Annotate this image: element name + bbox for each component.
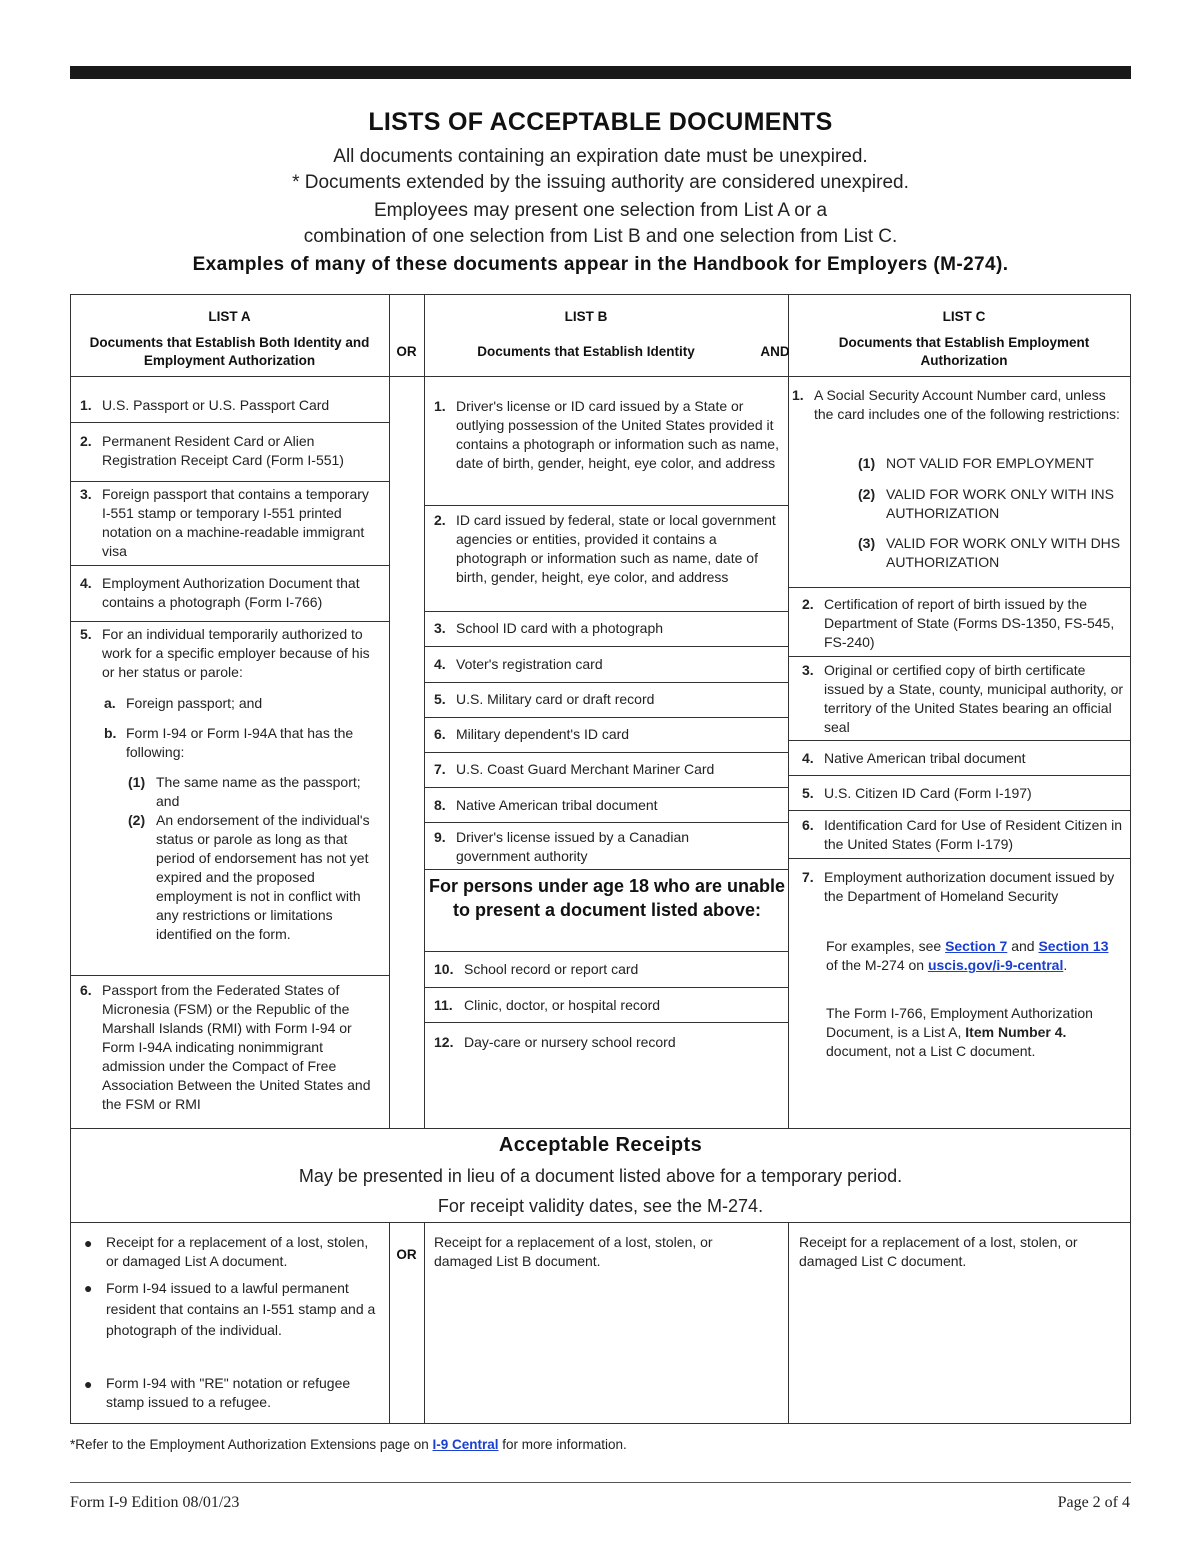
receipts-line-2: For receipt validity dates, see the M-274. [437,1196,764,1216]
row-divider [424,752,788,753]
row-divider [788,810,1131,811]
receipt-list-b: Receipt for a replacement of a lost, stolen, or damaged List B document. [434,1234,713,1269]
receipt-list-a-item: ● Form I-94 issued to a lawful permanent resident that contains an I-551 stamp and a photograph of the individual. [84,1280,376,1338]
list-b-minor-item: 11. Clinic, doctor, or hospital record [434,997,661,1013]
bullet-icon: ● [84,1376,93,1392]
receipt-list-a-item: ● Form I-94 with "RE" notation or refugee stamp issued to a refugee. [84,1375,351,1410]
header-divider [70,376,1131,377]
intro-line-3: Employees may present one selection from List A or a [373,200,828,221]
list-c-item-7-note: The Form I-766, Employment Authorization Document, is a List A, Item Number 4. document, not a List C document. [826,1005,1093,1059]
receipts-header-divider [70,1222,1131,1223]
row-divider [70,975,389,976]
list-c-restriction: (2) VALID FOR WORK ONLY WITH INS AUTHORIZATION [858,486,1114,521]
col-divider-b [788,294,789,1129]
row-divider [788,656,1131,657]
uscis-link[interactable]: uscis.gov/i-9-central [927,957,1064,973]
intro-line-4: combination of one selection from List B and one selection from List C. [303,226,898,247]
row-divider [70,621,389,622]
row-divider [424,646,788,647]
list-a-item: 2. Permanent Resident Card or Alien Registration Receipt Card (Form I-551) [80,433,344,468]
list-b-item: 1. Driver's license or ID card issued by a State or outlying possession of the United States provided it contains a photograph or information such as name, date of birth, gender, height, eye color, and address [434,398,779,471]
row-divider [424,822,788,823]
row-divider [788,740,1131,741]
list-a-header [70,308,389,370]
row-divider [424,682,788,683]
list-c-header [802,308,1126,370]
row-divider [424,611,788,612]
list-a-name: LIST A [208,309,251,324]
receipts-or-label: OR [396,1247,417,1262]
section-13-link[interactable]: Section 13 [1038,938,1109,954]
row-divider [424,505,788,506]
row-divider [788,858,1131,859]
list-b-name: LIST B [564,309,608,324]
row-divider [424,1022,788,1023]
receipt-list-a-item: ● Receipt for a replacement of a lost, stolen, or damaged List A document. [84,1234,369,1269]
under-18-heading: For persons under age 18 who are unable to present a document listed above: [428,876,786,920]
extensions-footnote: *Refer to the Employment Authorization Extensions page on I-9 Central for more information. [70,1437,627,1452]
list-b-item: 4. Voter's registration card [434,656,603,672]
list-a-item: 3. Foreign passport that contains a temporary I-551 stamp or temporary I-551 printed notation on a machine-readable immigrant visa [80,486,369,559]
list-a-item: 1. U.S. Passport or U.S. Passport Card [80,397,330,413]
row-divider [70,422,389,423]
list-a-item: 5. For an individual temporarily authorized to work for a specific employer because of his or her status or parole: [80,626,370,680]
list-c-restriction: (3) VALID FOR WORK ONLY WITH DHS AUTHORIZATION [858,535,1121,570]
intro-line-1: All documents containing an expiration date must be unexpired. [333,146,868,167]
list-a-item-5b1: (1) The same name as the passport; and [128,774,361,809]
footer-rule [70,1482,1131,1483]
receipts-line-1: May be presented in lieu of a document listed above for a temporary period. [298,1166,903,1186]
list-b-minor-item: 10. School record or report card [434,961,639,977]
receipts-title: Acceptable Receipts [498,1134,703,1156]
receipt-list-c: Receipt for a replacement of a lost, stolen, or damaged List C document. [799,1234,1078,1269]
row-divider [70,565,389,566]
receipt-divider-or [424,1222,425,1424]
list-a-item: 4. Employment Authorization Document that contains a photograph (Form I-766) [80,575,360,610]
list-a-desc: Documents that Establish Both Identity and Employment Authorization [89,335,370,368]
list-a-item-5a: a. Foreign passport; and [104,695,263,711]
top-rule [70,66,1131,79]
row-divider [788,587,1131,588]
list-b-item: 2. ID card issued by federal, state or local government agencies or entities, provided it contains a photograph or information such as name, date of birth, gender, height, eye color, and address [434,512,776,585]
list-c-item: 6. Identification Card for Use of Resident Citizen in the United States (Form I-179) [802,817,1123,852]
receipt-divider-b [788,1222,789,1424]
list-c-item: 2. Certification of report of birth issued by the Department of State (Forms DS-1350, FS-545, FS-240) [802,596,1115,650]
list-c-item: 5. U.S. Citizen ID Card (Form I-197) [802,785,1032,801]
list-b-item: 7. U.S. Coast Guard Merchant Mariner Card [434,761,715,777]
list-c-item: 3. Original or certified copy of birth certificate issued by a State, county, municipal authority, or territory of the United States bearing an official seal [802,662,1124,735]
list-b-item: 8. Native American tribal document [434,797,658,813]
section-7-link[interactable]: Section 7 [945,938,1008,954]
list-a-item-5b2: (2) An endorsement of the individual's status or parole as long as that period of endorsement has not yet expired and the proposed employment is not in conflict with any restrictions or limitations identified on the form. [128,812,370,942]
bullet-icon: ● [84,1280,93,1296]
receipts-divider [70,1128,1131,1129]
examples-note: Examples of many of these documents appear in the Handbook for Employers (M-274). [192,254,1009,275]
list-b-item: 9. Driver's license issued by a Canadian government authority [434,829,690,864]
col-divider-a [389,294,390,1129]
list-b-item: 6. Military dependent's ID card [434,726,630,742]
list-a-item-5b: b. Form I-94 or Form I-94A that has the following: [104,725,354,760]
bullet-icon: ● [84,1235,93,1251]
row-divider [424,987,788,988]
list-b-desc: Documents that Establish Identity [477,344,695,359]
list-c-restriction: (1) NOT VALID FOR EMPLOYMENT [858,455,1094,471]
list-c-item-7-examples: For examples, see Section 7 and Section 13 of the M-274 on uscis.gov/i-9-central. [826,938,1109,973]
col-divider-or [424,294,425,1129]
row-divider [788,775,1131,776]
form-edition: Form I-9 Edition 08/01/23 [70,1494,240,1511]
list-b-item: 5. U.S. Military card or draft record [434,691,655,707]
list-c-item: 7. Employment authorization document issued by the Department of Homeland Security [802,869,1115,904]
or-label: OR [396,344,417,359]
list-b-item: 3. School ID card with a photograph [434,620,664,636]
list-b-header [424,308,748,361]
row-divider [70,481,389,482]
list-b-minor-item: 12. Day-care or nursery school record [434,1034,676,1050]
i9-central-link[interactable]: I-9 Central [432,1437,499,1452]
page-number: Page 2 of 4 [1057,1494,1130,1511]
list-a-item: 6. Passport from the Federated States of Micronesia (FSM) or the Republic of the Marshall Islands (RMI) with Form I-94 or Form I-94A indicating nonimmigrant admission under the Compact of Free Association Between the United States and the FSM or RMI [80,982,371,1112]
page-title: LISTS OF ACCEPTABLE DOCUMENTS [368,108,833,136]
list-c-name: LIST C [942,309,986,324]
and-label: AND [760,344,790,359]
row-divider [424,787,788,788]
list-c-item: 1. A Social Security Account Number card, unless the card includes one of the following restrictions: [792,387,1120,422]
row-divider [424,869,788,870]
row-divider [424,717,788,718]
list-c-desc: Documents that Establish Employment Authorization [838,335,1090,368]
list-c-item: 4. Native American tribal document [802,750,1026,766]
row-divider [424,951,788,952]
intro-line-2: * Documents extended by the issuing authority are considered unexpired. [292,172,909,193]
